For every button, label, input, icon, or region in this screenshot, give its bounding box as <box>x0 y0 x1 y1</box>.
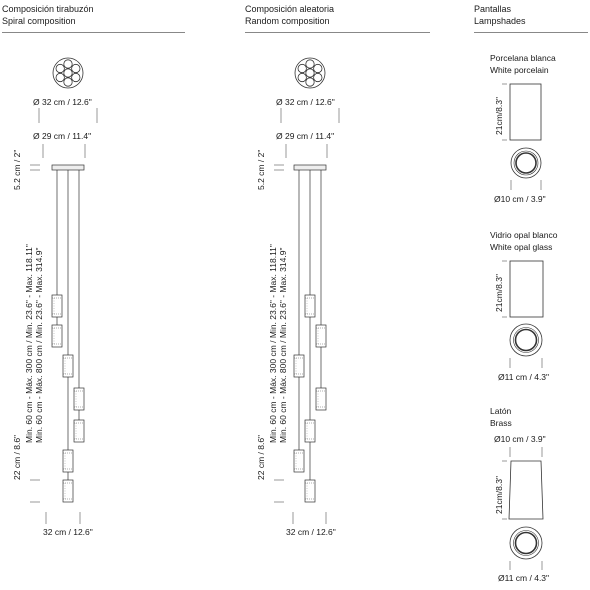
brass-top-diameter-dim: Ø10 cm / 3.9" <box>494 434 546 444</box>
brass-shade-side <box>509 461 543 519</box>
spiral-shade-spacing-dim: 22 cm / 8.6" <box>12 434 22 480</box>
random-canopy-height-dim: 5.2 cm / 2" <box>256 149 266 190</box>
spiral-cable-range-1: Min. 60 cm - Máx. 300 cm / Min. 23.6" - Max. 118.11" <box>24 244 34 443</box>
spiral-canopy-height-dim: 5.2 cm / 2" <box>12 149 22 190</box>
porcelain-height-dim: 21cm/8.3" <box>494 97 504 135</box>
brass-diameter-dim: Ø11 cm / 4.3" <box>498 573 550 583</box>
porcelain-shade-side <box>510 84 541 140</box>
random-canopy <box>294 165 326 170</box>
opal-name <box>490 229 557 253</box>
brass-name-es: Latón <box>490 406 512 416</box>
random-shade-spacing-dim: 22 cm / 8.6" <box>256 434 266 480</box>
spiral-title-en: Spiral composition <box>2 15 76 26</box>
random-cable-range-2: Min. 60 cm - Máx. 800 cm / Min. 23.6" - Max. 314.9" <box>278 247 288 443</box>
random-bottom-width-dim: 32 cm / 12.6" <box>286 527 336 537</box>
random-canopy-top-view <box>295 58 325 88</box>
brass-height-dim: 21cm/8.3" <box>494 476 504 514</box>
lampshade-brass-drawing <box>502 447 543 570</box>
porcelain-name-es: Porcelana blanca <box>490 53 556 63</box>
spiral-canopy <box>52 165 84 170</box>
opal-name-es: Vidrio opal blanco <box>490 230 558 240</box>
random-canopy-inner-dim: Ø 29 cm / 11.4" <box>276 131 335 141</box>
opal-diameter-dim: Ø11 cm / 4.3" <box>498 372 550 382</box>
lampshades-title-en: Lampshades <box>474 15 526 26</box>
opal-name-en: White opal glass <box>490 242 553 252</box>
spiral-cable-range-2: Min. 60 cm - Máx. 800 cm / Min. 23.6" - Max. 314.9" <box>34 247 44 443</box>
lampshade-porcelain-drawing <box>502 84 541 190</box>
brass-name <box>490 405 512 429</box>
random-title-es: Composición aleatoria <box>245 4 335 14</box>
opal-height-dim: 21cm/8.3" <box>494 274 504 312</box>
brass-name-en: Brass <box>490 418 512 428</box>
spiral-bottom-width-dim: 32 cm / 12.6" <box>43 527 93 537</box>
opal-shade-side <box>510 261 543 317</box>
random-title-en: Random composition <box>245 15 330 26</box>
lampshade-opal-glass-drawing <box>502 261 543 368</box>
spiral-title-es: Composición tirabuzón <box>2 4 94 14</box>
porcelain-name <box>490 52 556 76</box>
porcelain-diameter-dim: Ø10 cm / 3.9" <box>494 194 546 204</box>
random-cable-range-1: Min. 60 cm - Máx. 300 cm / Min. 23.6" - Max. 118.11" <box>268 244 278 443</box>
spiral-canopy-top-view <box>53 58 83 88</box>
spiral-canopy-inner-dim: Ø 29 cm / 11.4" <box>33 131 92 141</box>
lampshades-title-es: Pantallas <box>474 4 512 14</box>
spiral-canopy-outer-dim: Ø 32 cm / 12.6" <box>33 97 92 107</box>
porcelain-name-en: White porcelain <box>490 65 549 75</box>
random-canopy-outer-dim: Ø 32 cm / 12.6" <box>276 97 335 107</box>
